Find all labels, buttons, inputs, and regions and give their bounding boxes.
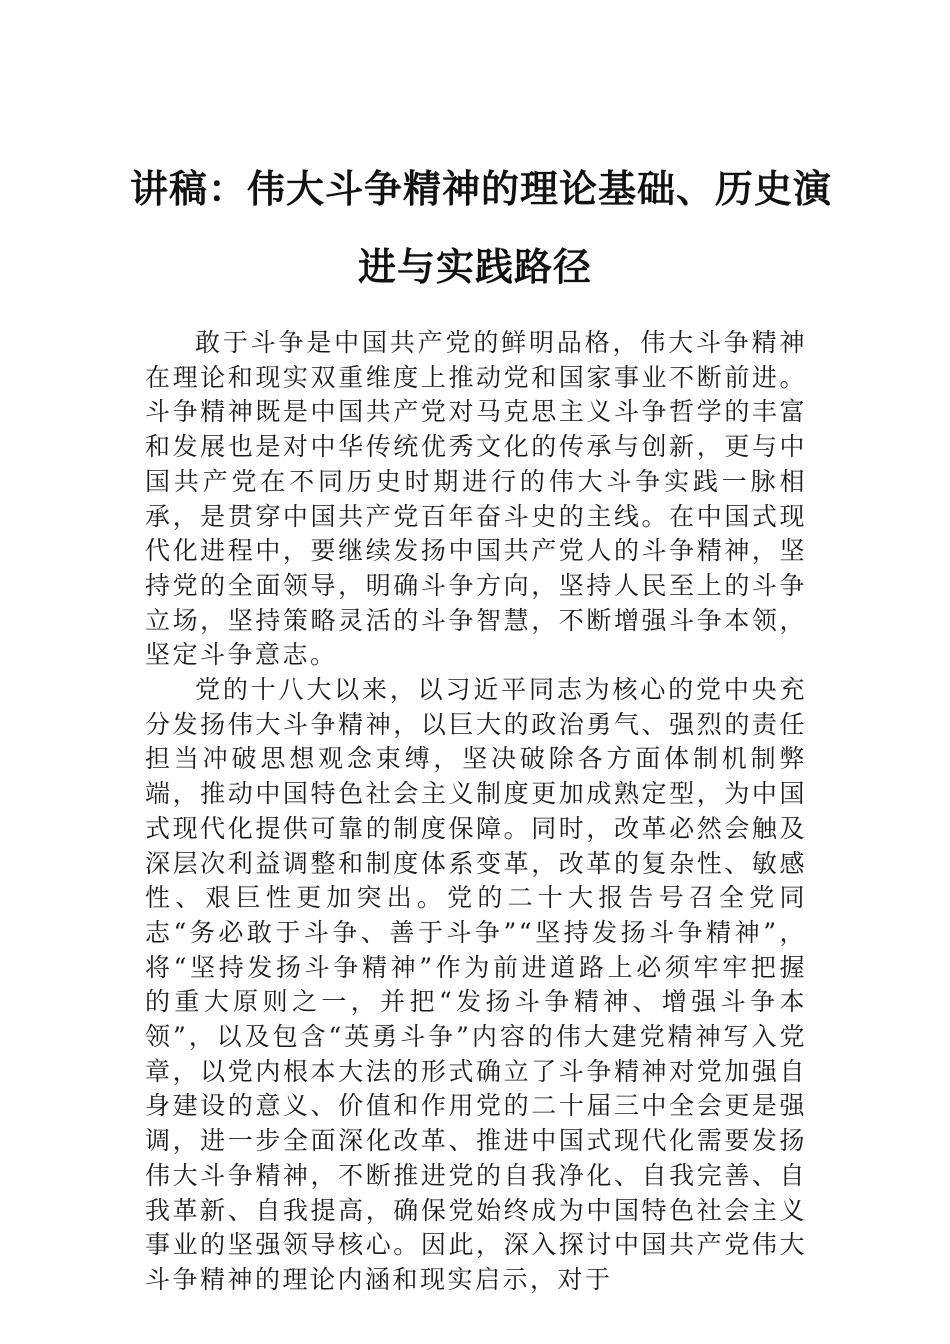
- paragraph-1: 敢于斗争是中国共产党的鲜明品格，伟大斗争精神在理论和现实双重维度上推动党和国家事业不断前进。斗争精神既是中国共产党对马克思主义斗争哲学的丰富和发展也是对中华传统优秀文化的传承与创新，更与中国共产党在不同历史时期进行的伟大斗争实践一脉相承，是贯穿中国共产党百年奋斗史的主线。在中国式现代化进程中，要继续发扬中国共产党人的斗争精神，坚持党的全面领导，明确斗争方向，坚持人民至上的斗争立场，坚持策略灵活的斗争智慧，不断增强斗争本领，坚定斗争意志。: [145, 328, 807, 670]
- paragraph-2: 党的十八大以来，以习近平同志为核心的党中央充分发扬伟大斗争精神，以巨大的政治勇气、强烈的责任担当冲破思想观念束缚，坚决破除各方面体制机制弊端，推动中国特色社会主义制度更加成熟定型，为中国式现代化提供可靠的制度保障。同时，改革必然会触及深层次利益调整和制度体系变革，改革的复杂性、敏感性、艰巨性更加突出。党的二十大报告号召全党同志“务必敢于斗争、善于斗争”“坚持发扬斗争精神”，将“坚持发扬斗争精神”作为前进道路上必须牢牢把握的重大原则之一，并把“发扬斗争精神、增强斗争本领”，以及包含“英勇斗争”内容的伟大建党精神写入党章，以党内根本大法的形式确立了斗争精神对党加强自身建设的意义、价值和作用党的二十届三中全会更是强调，进一步全面深化改革、推进中国式现代化需要发扬伟大斗争精神，不断推进党的自我净化、自我完善、自我革新、自我提高，确保党始终成为中国特色社会主义事业的坚强领导核心。因此，深入探讨中国共产党伟大斗争精神的理论内涵和现实启示，对于: [145, 675, 807, 1294]
- document-title: [130, 150, 833, 306]
- document-body: [145, 326, 807, 1298]
- title-line-1: 讲稿：伟大斗争精神的理论基础、历史演: [130, 166, 833, 211]
- title-line-2: 进与实践路径: [357, 244, 592, 289]
